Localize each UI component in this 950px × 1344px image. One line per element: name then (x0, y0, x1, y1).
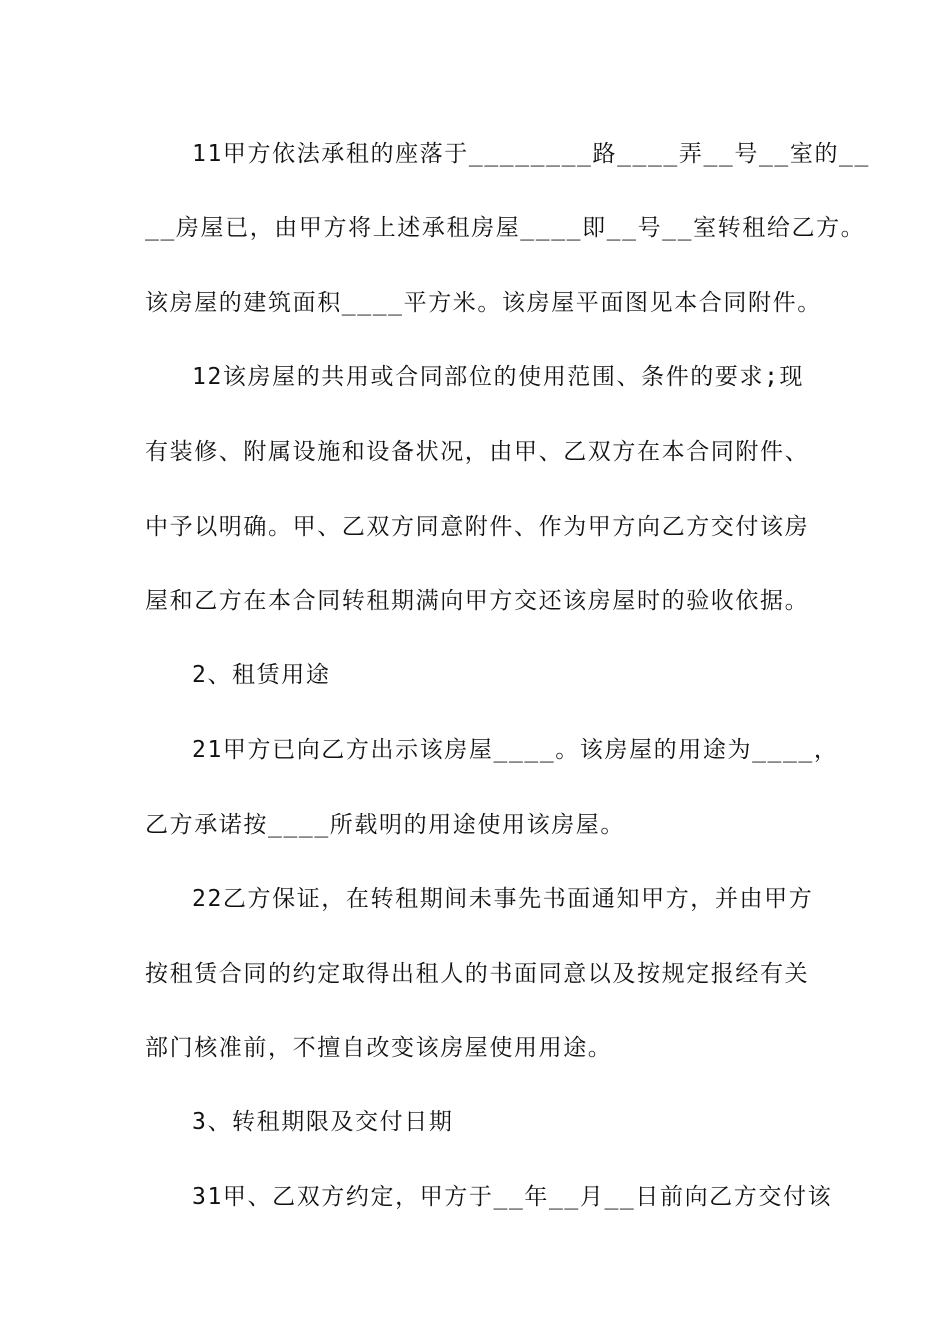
section-3-heading: 3、转租期限及交付日期 (192, 1109, 454, 1135)
clause-1-2-line-1: 12该房屋的共用或合同部位的使用范围、条件的要求;现 (192, 364, 805, 390)
clause-1-1-line-2: __房屋已，由甲方将上述承租房屋____即__号__室转租给乙方。 (145, 215, 866, 241)
clause-2-2-line-2: 按租赁合同的约定取得出租人的书面同意以及按规定报经有关 (145, 961, 810, 987)
clause-3-1-line-1: 31甲、乙双方约定，甲方于__年__月__日前向乙方交付该 (192, 1184, 833, 1210)
clause-1-2-line-3: 中予以明确。甲、乙双方同意附件、作为甲方向乙方交付该房 (145, 514, 810, 540)
clause-1-2-line-2: 有装修、附属设施和设备状况，由甲、乙双方在本合同附件、 (145, 439, 810, 465)
clause-2-2-line-1: 22乙方保证，在转租期间未事先书面通知甲方，并由甲方 (192, 886, 814, 912)
clause-1-1-line-1: 11甲方依法承租的座落于________路____弄__号__室的__ (192, 141, 870, 167)
clause-2-1-line-1: 21甲方已向乙方出示该房屋____。该房屋的用途为____， (192, 737, 839, 763)
section-2-heading: 2、租赁用途 (192, 662, 331, 688)
clause-1-2-line-4: 屋和乙方在本合同转租期满向甲方交还该房屋时的验收依据。 (145, 588, 810, 614)
clause-2-2-line-3: 部门核准前，不擅自改变该房屋使用用途。 (145, 1035, 613, 1061)
clause-1-1-line-3: 该房屋的建筑面积____平方米。该房屋平面图见本合同附件。 (145, 290, 822, 316)
clause-2-1-line-2: 乙方承诺按____所载明的用途使用该房屋。 (145, 812, 625, 838)
